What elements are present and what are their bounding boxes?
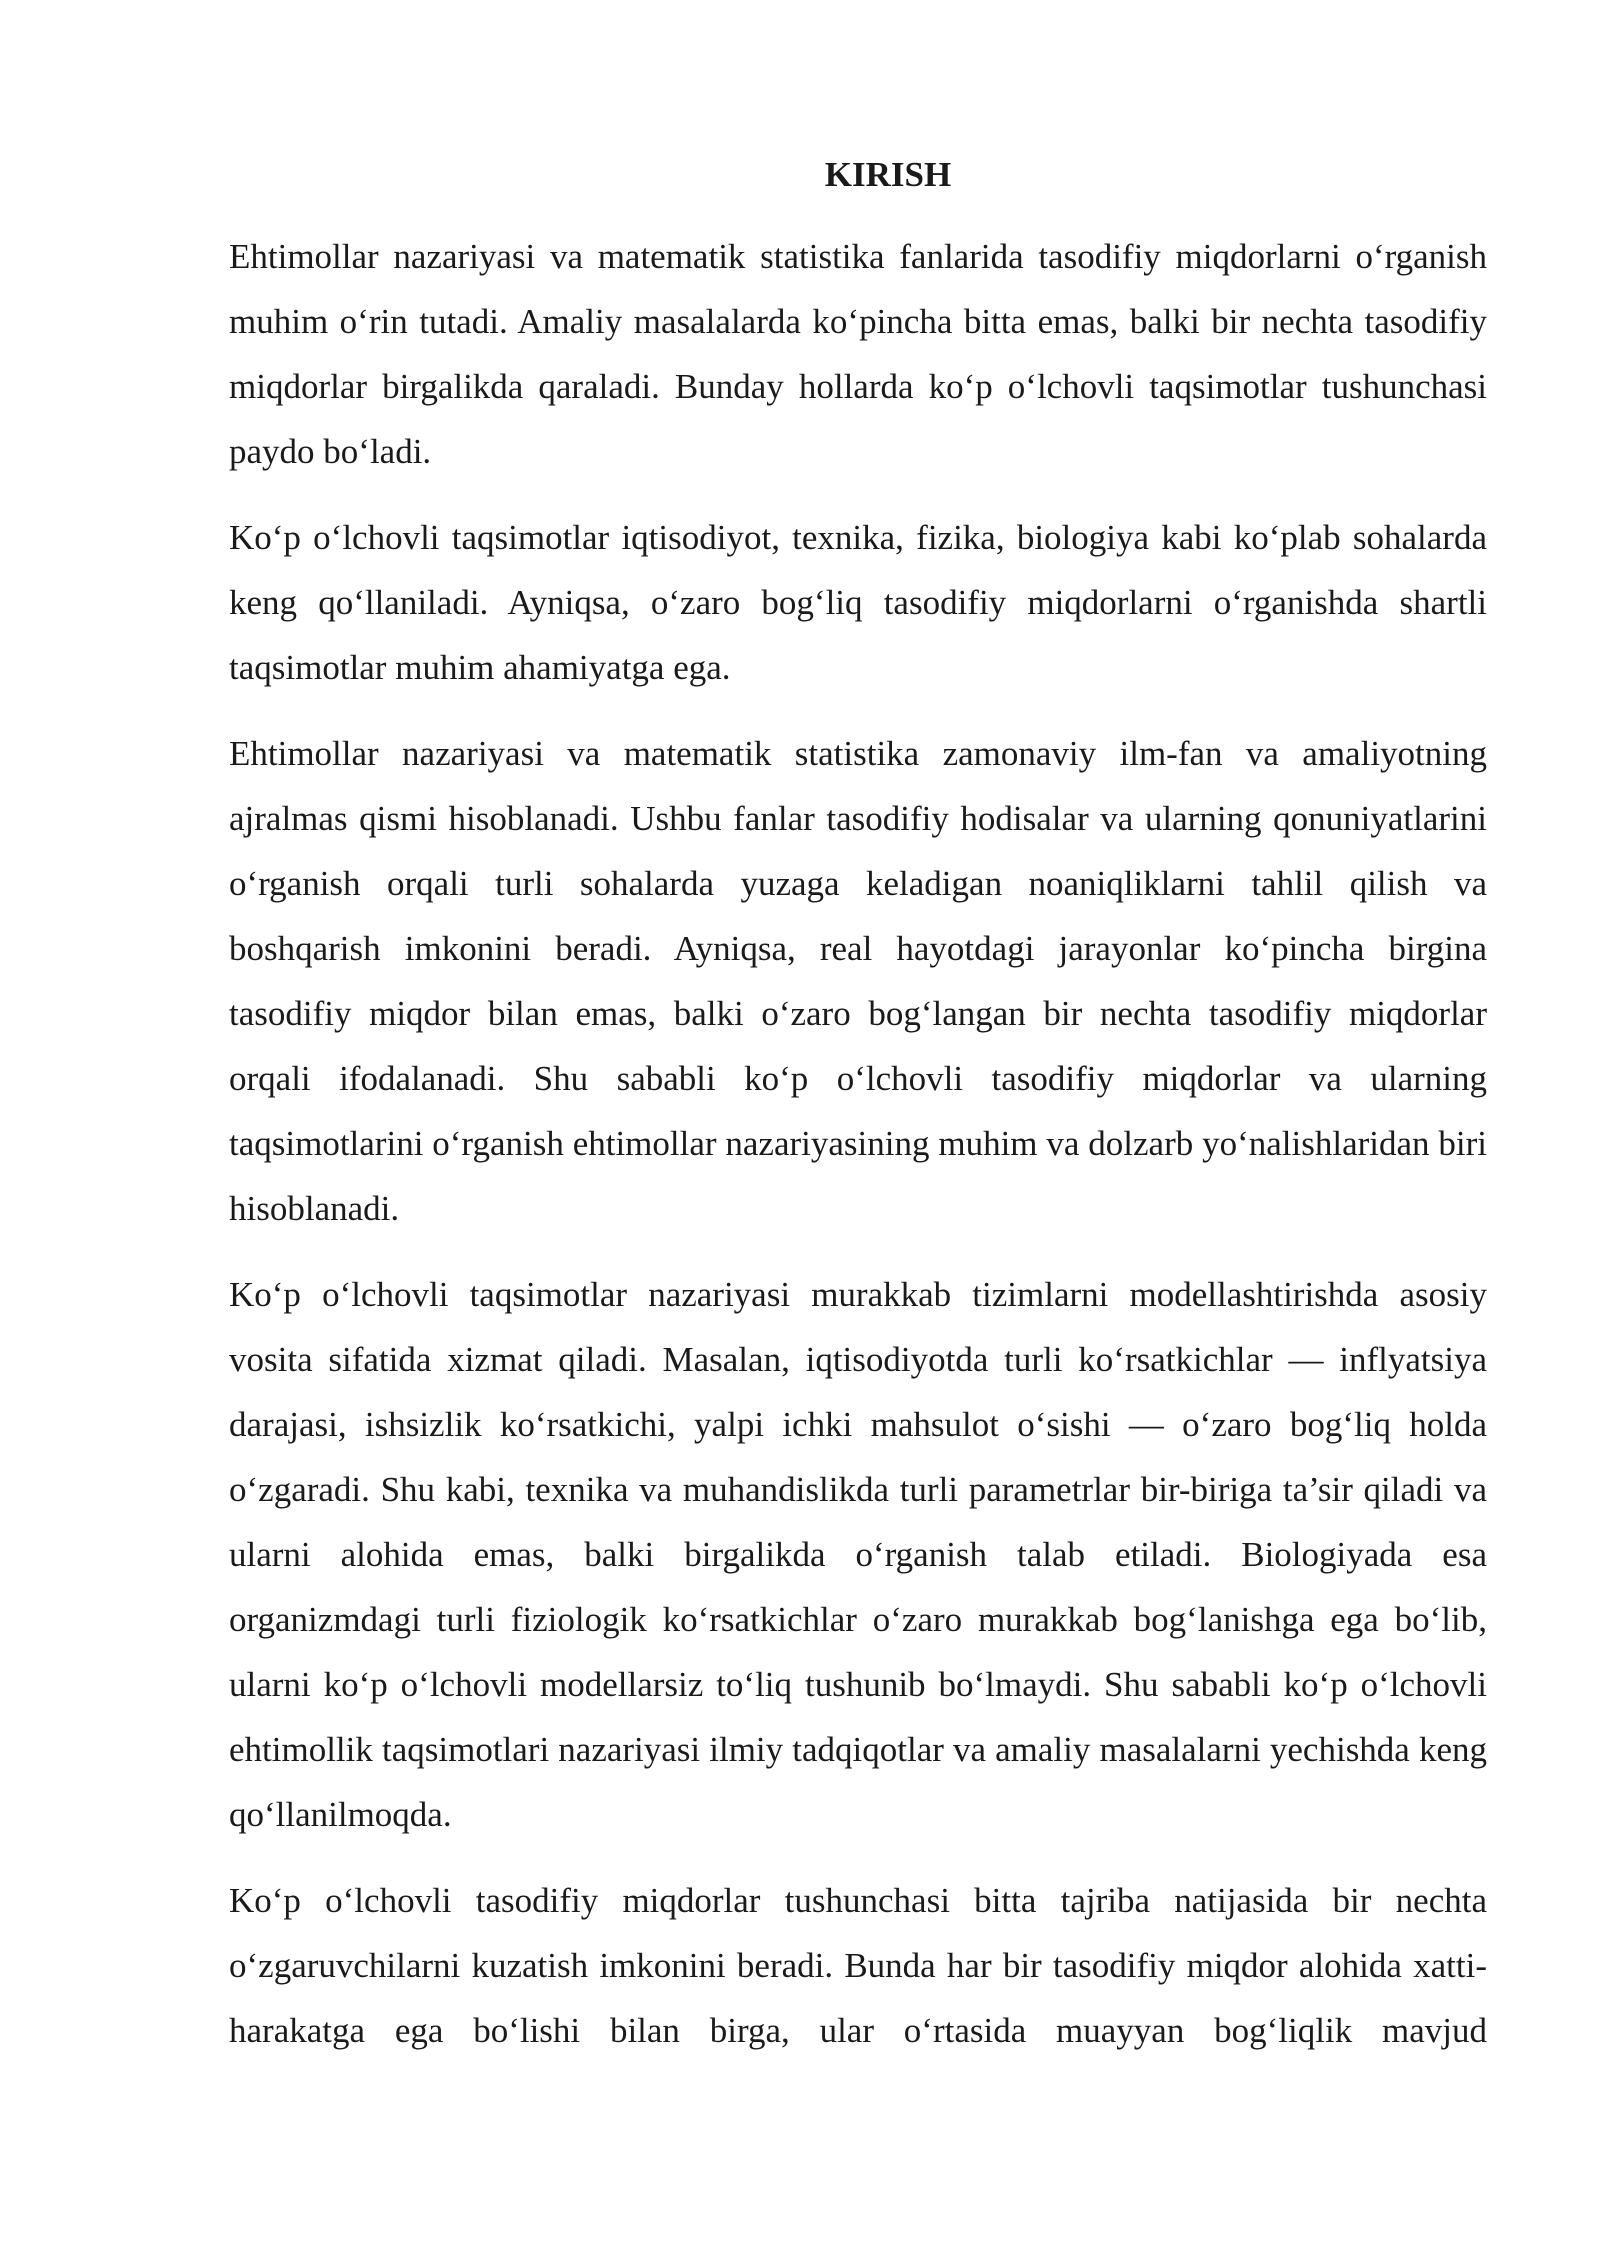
paragraph-2: Ko‘p o‘lchovli taqsimotlar iqtisodiyot, texnika, fizika, biologiya kabi ko‘plab sohalarda keng qo‘llaniladi. Ayniqsa, o‘zaro bog‘liq tasodifiy miqdorlarni o‘rganishda shartli taqsimotlar muhim ahamiyatga ega.: [229, 518, 1487, 687]
page-title: KIRISH: [824, 155, 952, 194]
paragraph-1: Ehtimollar nazariyasi va matematik statistika fanlarida tasodifiy miqdorlarni o‘rganish muhim o‘rin tutadi. Amaliy masalalarda ko‘pincha bitta emas, balki bir nechta tasodifiy miqdorlar birgalikda qaraladi. Bunday hollarda ko‘p o‘lchovli taqsimotlar tushunchasi paydo bo‘ladi.: [229, 237, 1487, 471]
paragraph-4: Ko‘p o‘lchovli taqsimotlar nazariyasi murakkab tizimlarni modellashtirishda asosiy vosita sifatida xizmat qiladi. Masalan, iqtisodiyotda turli ko‘rsatkichlar — inflyatsiya darajasi, ishsizlik ko‘rsatkichi, yalpi ichki mahsulot o‘sishi — o‘zaro bog‘liq holda o‘zgaradi. Shu kabi, texnika va muhandislikda turli parametrlar bir-biriga ta’sir qiladi va ularni alohida emas, balki birgalikda o‘rganish talab etiladi. Biologiyada esa organizmdagi turli fiziologik ko‘rsatkichlar o‘zaro murakkab bog‘lanishga ega bo‘lib, ularni ko‘p o‘lchovli modellarsiz to‘liq tushunib bo‘lmaydi. Shu sababli ko‘p o‘lchovli ehtimollik taqsimotlari nazariyasi ilmiy tadqiqotlar va amaliy masalalarni yechishda keng qo‘llanilmoqda.: [229, 1275, 1487, 1834]
paragraph-3: Ehtimollar nazariyasi va matematik statistika zamonaviy ilm-fan va amaliyotning ajralmas qismi hisoblanadi. Ushbu fanlar tasodifiy hodisalar va ularning qonuniyatlarini o‘rganish orqali turli sohalarda yuzaga keladigan noaniqliklarni tahlil qilish va boshqarish imkonini beradi. Ayniqsa, real hayotdagi jarayonlar ko‘pincha birgina tasodifiy miqdor bilan emas, balki o‘zaro bog‘langan bir nechta tasodifiy miqdorlar orqali ifodalanadi. Shu sababli ko‘p o‘lchovli tasodifiy miqdorlar va ularning taqsimotlarini o‘rganish ehtimollar nazariyasining muhim va dolzarb yo‘nalishlaridan biri hisoblanadi.: [229, 734, 1487, 1228]
paragraph-5: Ko‘p o‘lchovli tasodifiy miqdorlar tushunchasi bitta tajriba natijasida bir nechta o‘zgaruvchilarni kuzatish imkonini beradi. Bunda har bir tasodifiy miqdor alohida xatti-harakatga ega bo‘lishi bilan birga, ular o‘rtasida muayyan bog‘liqlik mavjud: [229, 1881, 1487, 2050]
document-body: [229, 150, 1487, 2084]
